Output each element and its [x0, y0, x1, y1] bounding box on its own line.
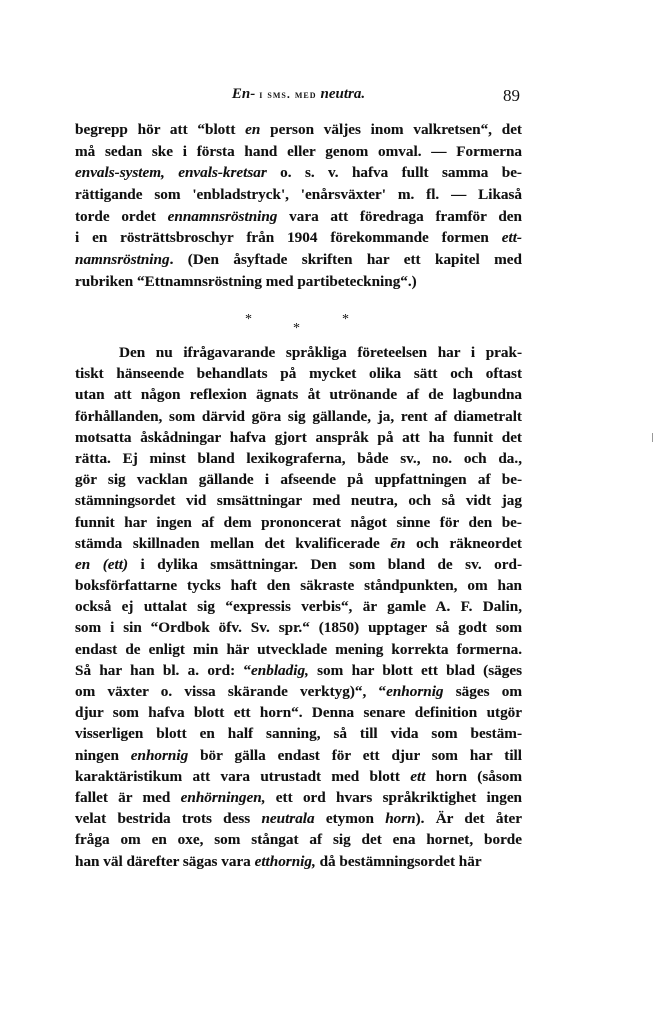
text-segment: må sedan ske i första hand eller genom omval. — Formerna: [75, 142, 522, 160]
text-line: [75, 808, 522, 829]
text-segment: rätta. Ej minst bland lexikograferna, både sv., no. och da.,: [75, 449, 522, 467]
italic-text: ett-: [501, 229, 522, 247]
text-segment: stämningsordet vid smsättningar med neutra, och så vidt jag: [75, 492, 522, 510]
italic-text: horn: [385, 810, 416, 828]
text-segment: djur som hafva blott ett horn“. Denna senare definition utgör: [75, 704, 522, 722]
separator-star: *: [245, 312, 252, 327]
text-line: [75, 639, 522, 660]
text-segment: begrepp hör att “blott: [75, 121, 246, 138]
text-line: [75, 271, 522, 293]
text-segment: person väljes inom valkretsen“, det: [260, 121, 522, 138]
text-segment: rubriken “Ettnamnsröstning med partibeteckning“.): [75, 272, 417, 290]
text-segment: funnit har ingen af dem prononcerat något sinne för den be-: [75, 513, 522, 531]
italic-text: envals-system,: [75, 164, 165, 182]
text-segment: utan att någon reflexion ägnats åt utrönande af de lagbundna: [75, 386, 522, 404]
text-segment: ningen: [75, 746, 131, 764]
text-line: [75, 384, 522, 405]
text-line: [75, 490, 522, 511]
text-line: [75, 162, 522, 184]
text-segment: gör sig vacklan gällande i afseende på uppfattningen af be-: [75, 471, 522, 489]
italic-text: etthornig,: [254, 852, 316, 870]
text-segment: förhållanden, som därvid göra sig gällande, ja, rent af diametralt: [75, 407, 522, 425]
text-segment: och räkneordet: [405, 534, 522, 552]
italic-text: en (ett): [75, 555, 129, 573]
text-segment: [165, 164, 178, 181]
text-line: [75, 596, 522, 617]
text-segment: bör gälla endast för ett djur som har till: [188, 746, 522, 764]
running-title: [75, 86, 522, 103]
text-segment: i en rösträttsbroschyr från 1904 förekommande formen: [75, 229, 502, 247]
italic-text: enbladig,: [251, 661, 309, 679]
paragraph-2: [75, 342, 522, 872]
text-segment: i dylika smsättningar. Den som bland de sv. ord-: [128, 555, 522, 573]
italic-text: enhörningen,: [180, 788, 266, 806]
running-header: [75, 86, 522, 108]
text-line: [75, 617, 522, 638]
text-segment: rättigande som 'enbladstryck', 'enårsväxter' m. fl. — Likaså: [75, 186, 522, 204]
text-segment: också ej uttalat sig “expressis verbis“, är gamle A. F. Dalin,: [75, 598, 522, 616]
text-line: [75, 829, 522, 850]
text-segment: torde ordet: [75, 207, 168, 225]
text-line: [75, 406, 522, 427]
text-segment: som har blott ett blad (säges: [308, 661, 522, 679]
text-segment: etymon: [314, 810, 386, 828]
scan-mark: [652, 433, 653, 442]
text-segment: Den nu ifrågavarande språkliga företeelsen har i prak-: [119, 344, 522, 361]
text-segment: horn (såsom: [425, 767, 522, 785]
paragraph-1: [75, 119, 522, 293]
text-line: [75, 141, 522, 163]
text-line: [75, 723, 522, 744]
text-line: [75, 249, 522, 271]
text-line: [75, 469, 522, 490]
text-line: [75, 448, 522, 469]
italic-text: ēn: [390, 534, 406, 552]
text-segment: . (Den åsyftade skriften har ett kapitel med: [169, 251, 522, 269]
text-line: [75, 533, 522, 554]
text-segment: karaktäristikum att vara utrustadt med blott: [75, 767, 411, 785]
text-segment: endast de enligt min här utvecklade mening korrekta formerna.: [75, 640, 522, 658]
text-line: [75, 206, 522, 228]
italic-text: ennamnsröstning: [167, 207, 278, 225]
text-segment: fallet är med: [75, 788, 181, 806]
text-segment: vara att föredraga framför den: [277, 207, 522, 225]
text-line: [75, 363, 522, 384]
text-line: [75, 512, 522, 533]
text-segment: säges om: [443, 683, 522, 700]
text-segment: tiskt hänseende behandlats på mycket olika sätt och oftast: [75, 365, 522, 383]
text-segment: ett ord hvars språkriktighet ingen: [265, 788, 523, 806]
text-line: [75, 427, 522, 448]
text-segment: då bestämningsordet här: [315, 852, 482, 870]
text-segment: o. s. v. hafva fullt samma be-: [266, 164, 522, 182]
italic-text: ett: [410, 767, 426, 785]
text-line: [75, 681, 522, 702]
title-part: En-: [231, 86, 256, 102]
text-segment: velat bestrida trots dess: [75, 810, 262, 828]
text-segment: ). Är det åter: [415, 810, 522, 828]
text-segment: han väl därefter sägas vara: [75, 852, 255, 870]
title-part: neutra.: [320, 86, 366, 102]
text-segment: som i sin “Ordbok öfv. Sv. spr.“ (1850) upptager så godt som: [75, 619, 522, 637]
text-line: [75, 745, 522, 766]
text-segment: stämda skillnaden mellan det kvalificerade: [75, 534, 391, 552]
italic-text: enhornig: [386, 683, 444, 700]
italic-text: enhornig: [130, 746, 189, 764]
text-segment: visserligen blott en half sanning, så till vida som bestäm-: [75, 725, 522, 743]
text-line: [75, 184, 522, 206]
text-segment: Så har han bl. a. ord: “: [75, 661, 252, 679]
italic-text: namnsröstning: [75, 251, 170, 269]
italic-text: en: [245, 121, 261, 138]
separator-star: *: [293, 321, 300, 336]
text-line: [75, 342, 522, 363]
text-line: [75, 227, 522, 249]
text-line: [75, 554, 522, 575]
separator-star: *: [342, 312, 349, 327]
italic-text: envals-kretsar: [178, 164, 267, 182]
text-line: [75, 851, 522, 872]
title-part: i sms. med: [255, 87, 321, 101]
text-line: [75, 660, 522, 681]
text-segment: motsatta åskådningar hafva gjort anspråk på att ha funnit det: [75, 428, 522, 446]
text-line: [75, 702, 522, 723]
text-line: [75, 119, 522, 141]
page-number: 89: [503, 86, 520, 105]
text-line: [75, 766, 522, 787]
text-segment: fråga om en oxe, som stångat af sig det ena hornet, borde: [75, 831, 522, 849]
italic-text: neutrala: [261, 810, 315, 828]
text-line: [75, 575, 522, 596]
text-line: [75, 787, 522, 808]
text-segment: om växter o. vissa skärande verktyg)“, “: [75, 683, 387, 700]
text-segment: boksförfattarne tycks haft den säkraste ståndpunkten, om han: [75, 577, 522, 595]
